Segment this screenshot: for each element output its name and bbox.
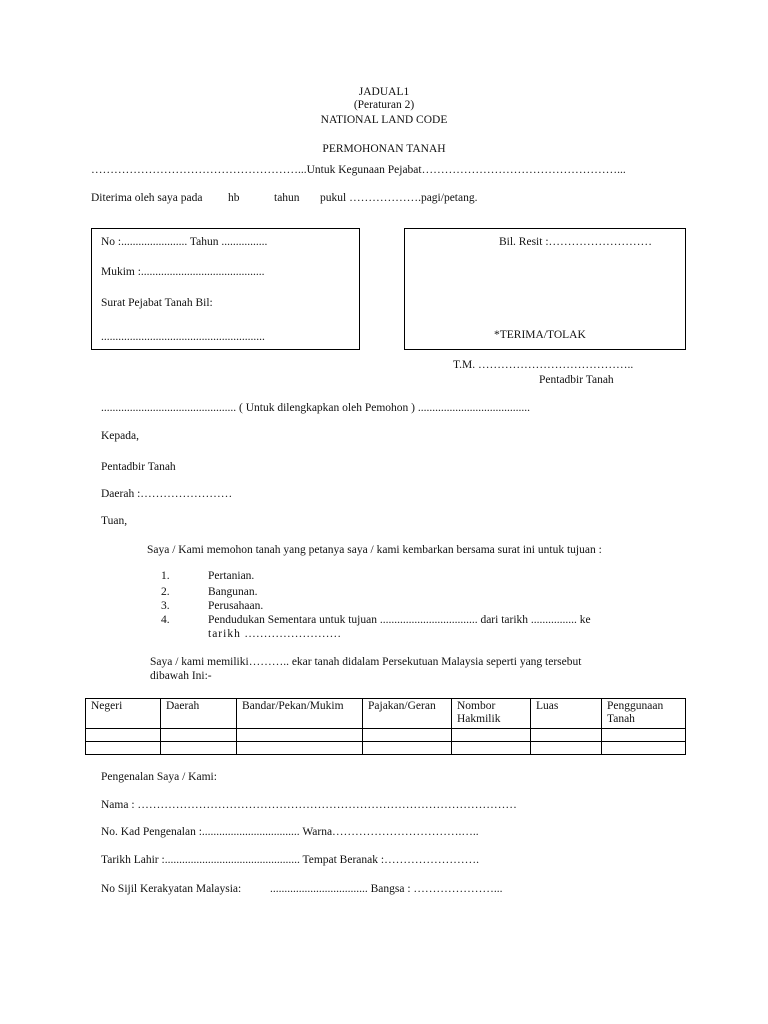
purpose-item: Pendudukan Sementara untuk tujuan .................................. dari tarikh ................ ke	[208, 614, 591, 626]
land-details-table	[85, 698, 686, 755]
table-cell[interactable]	[363, 742, 452, 755]
purpose-item: Perusahaan.	[208, 600, 264, 612]
received-year: tahun	[274, 192, 300, 204]
form-title: PERMOHONAN TANAH	[322, 143, 446, 155]
signature-line: T.M. …………………………………..	[453, 359, 634, 371]
table-cell[interactable]	[363, 729, 452, 742]
act-title: NATIONAL LAND CODE	[320, 114, 448, 126]
table-cell[interactable]	[452, 729, 531, 742]
column-header: Nombor Hakmilik	[452, 699, 531, 729]
table-cell[interactable]	[161, 729, 237, 742]
table-cell[interactable]	[237, 729, 363, 742]
ownership-statement-cont: dibawah Ini:-	[150, 670, 212, 682]
regulation-ref: (Peraturan 2)	[353, 99, 415, 111]
salutation-to: Kepada,	[101, 430, 139, 442]
column-header: Negeri	[86, 699, 161, 729]
column-header: Penggunaan Tanah	[602, 699, 686, 729]
citizenship-label: No Sijil Kerakyatan Malaysia:	[101, 883, 242, 895]
receipt-number-field: Bil. Resit :………………………	[499, 236, 653, 248]
mukim-field: Mukim :...........................................	[101, 266, 265, 278]
purpose-number: 3.	[161, 600, 170, 612]
signature-role: Pentadbir Tanah	[539, 374, 614, 386]
column-header: Luas	[531, 699, 602, 729]
office-record-box	[91, 228, 360, 350]
purpose-number: 1.	[161, 570, 170, 582]
table-row	[86, 729, 686, 742]
table-cell[interactable]	[237, 742, 363, 755]
table-cell[interactable]	[602, 729, 686, 742]
district-field: Daerah :……………………	[101, 488, 233, 500]
table-cell[interactable]	[161, 742, 237, 755]
table-cell[interactable]	[86, 742, 161, 755]
name-field: Nama : ………………………………………………………………………………………	[101, 799, 517, 811]
ic-colour-field: No. Kad Pengenalan :.................................. Warna…………………………….…..	[101, 826, 479, 838]
table-cell[interactable]	[452, 742, 531, 755]
received-hb: hb	[228, 192, 240, 204]
purpose-item: Pertanian.	[208, 570, 255, 582]
applicant-section-line: ............................................... ( Untuk dilengkapkan oleh Pemohon ) .......................................	[101, 402, 530, 414]
column-header: Bandar/Pekan/Mukim	[237, 699, 363, 729]
citizenship-race-field: .................................. Bangsa : …………………...	[270, 883, 503, 895]
received-time: pukul ……………….pagi/petang.	[320, 192, 478, 204]
purpose-number: 2.	[161, 586, 170, 598]
schedule-title: JADUAL1	[358, 86, 410, 98]
letter-ref-dots: .........................................................	[101, 331, 265, 343]
table-cell[interactable]	[531, 729, 602, 742]
receipt-box	[404, 228, 686, 350]
purpose-item: Bangunan.	[208, 586, 258, 598]
purpose-item-continued: tarikh .........................	[208, 628, 342, 640]
table-cell[interactable]	[86, 729, 161, 742]
table-header-row	[86, 699, 686, 729]
column-header: Daerah	[161, 699, 237, 729]
column-header: Pajakan/Geran	[363, 699, 452, 729]
application-intro: Saya / Kami memohon tanah yang petanya saya / kami kembarkan bersama surat ini untuk tujuan :	[147, 544, 602, 556]
table-cell[interactable]	[602, 742, 686, 755]
accept-reject-status: *TERIMA/TOLAK	[494, 329, 586, 341]
received-label: Diterima oleh saya pada	[91, 192, 203, 204]
table-row	[86, 742, 686, 755]
office-use-line: ………………………………………………...Untuk Kegunaan Pejabat……………………………………………...	[91, 164, 626, 176]
purpose-number: 4.	[161, 614, 170, 626]
addressee-title: Pentadbir Tanah	[101, 461, 176, 473]
greeting: Tuan,	[101, 515, 128, 527]
birth-field: Tarikh Lahir :............................................... Tempat Beranak :…………………….	[101, 854, 479, 866]
ownership-statement: Saya / kami memiliki……….. ekar tanah didalam Persekutuan Malaysia seperti yang tersebut	[150, 656, 582, 668]
identity-heading: Pengenalan Saya / Kami:	[101, 771, 217, 783]
letter-ref-field: Surat Pejabat Tanah Bil:	[101, 297, 213, 309]
file-number-field: No :....................... Tahun ................	[101, 236, 268, 248]
table-cell[interactable]	[531, 742, 602, 755]
